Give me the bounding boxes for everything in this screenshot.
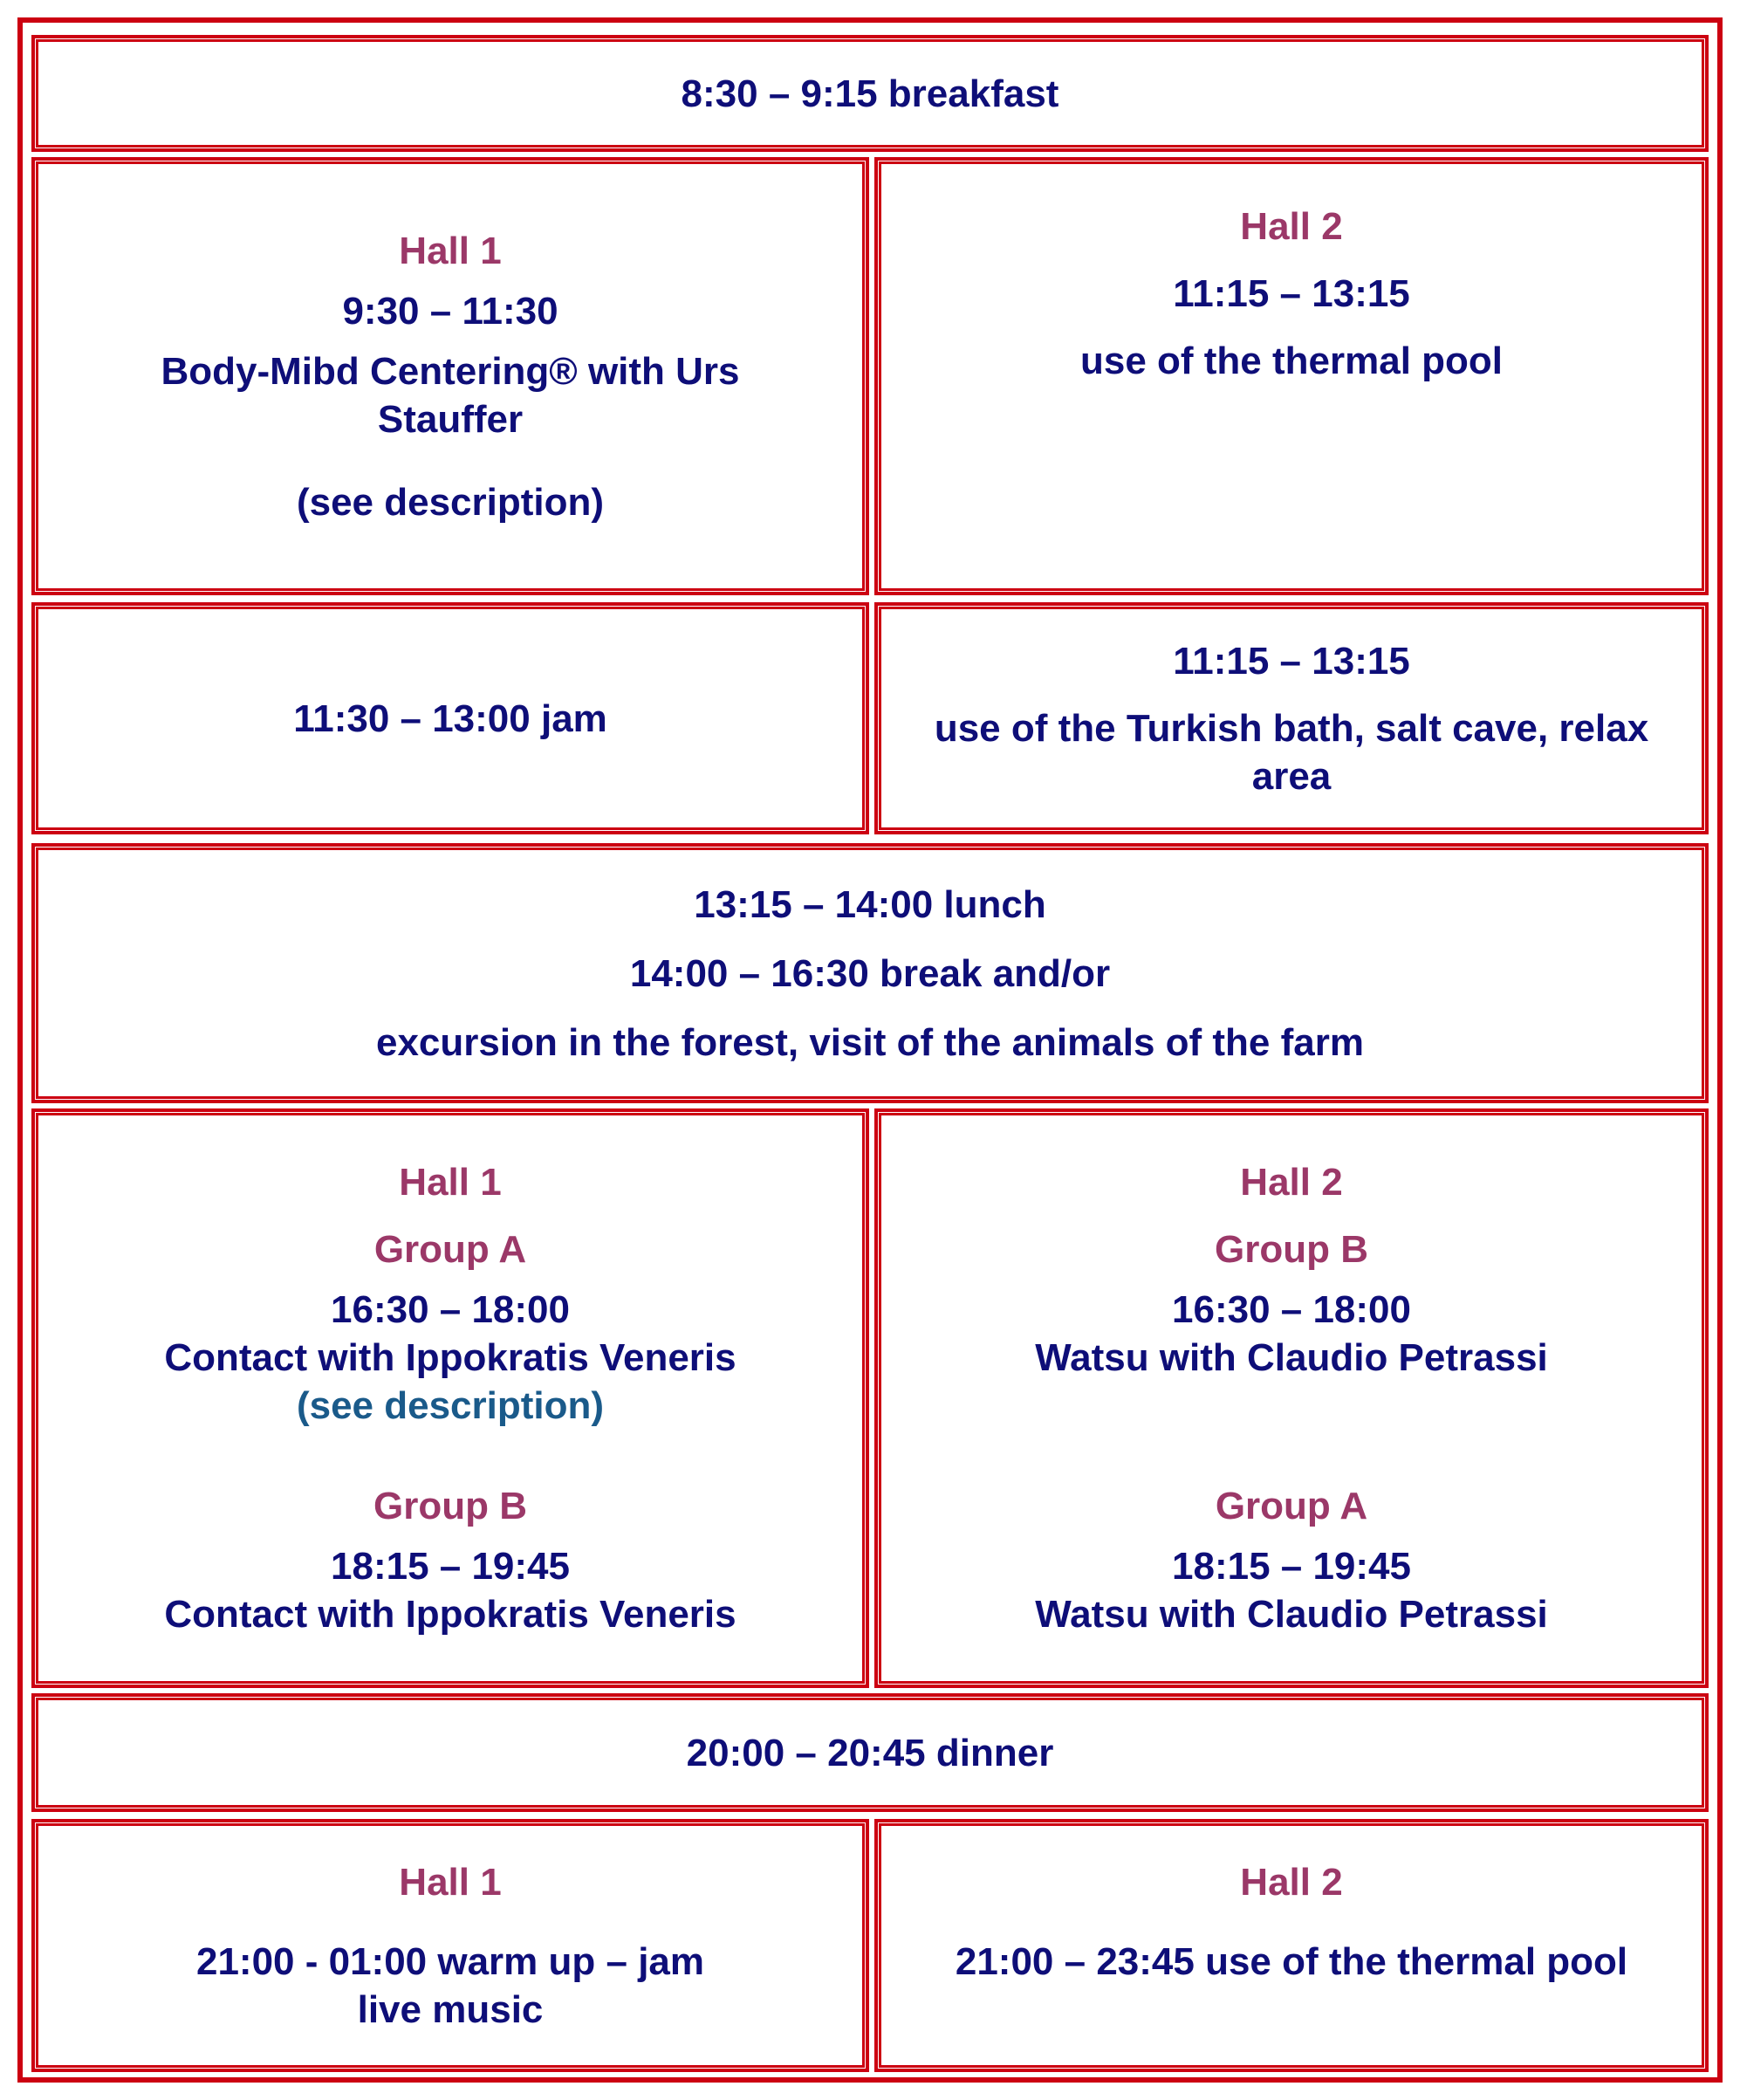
lunch-text: 13:15 – 14:00 lunch <box>694 882 1046 926</box>
evening-hall2-cell <box>874 1819 1709 2072</box>
morning-hall2-cell <box>874 157 1709 595</box>
dinner-text: 20:00 – 20:45 dinner <box>686 1731 1054 1774</box>
hall-label: Hall 1 <box>399 1860 502 1904</box>
session-activity: 21:00 – 23:45 use of the thermal pool <box>955 1939 1628 1983</box>
session-time: 11:15 – 13:15 <box>1173 272 1410 315</box>
session-activity: use of the Turkish bath, salt cave, relax area <box>934 706 1649 798</box>
session-activity: use of the thermal pool <box>1079 340 1504 382</box>
session-activity: Contact with Ippokratis Veneris <box>164 1593 736 1636</box>
session-time: 18:15 – 19:45 <box>1172 1545 1411 1588</box>
breakfast-text: 8:30 – 9:15 breakfast <box>681 72 1059 115</box>
session-time: 16:30 – 18:00 <box>331 1288 570 1331</box>
midday-cell <box>31 843 1709 1103</box>
hall-label: Hall 2 <box>1240 1161 1343 1204</box>
hall-label: Hall 2 <box>1240 205 1343 248</box>
hall-label: Hall 2 <box>1240 1860 1343 1904</box>
session-title: Body-Mibd Centering® with Urs Stauffer <box>161 349 740 441</box>
group-label: Group B <box>1215 1228 1368 1271</box>
afternoon-hall1-cell <box>31 1108 869 1688</box>
see-description-link[interactable]: (see description) <box>296 480 605 524</box>
afternoon-hall2-cell <box>874 1108 1709 1688</box>
group-label: Group A <box>373 1228 527 1271</box>
hall-label: Hall 1 <box>399 1161 502 1204</box>
jam-text: 11:30 – 13:00 jam <box>293 697 607 740</box>
break-text: 14:00 – 16:30 break and/or <box>629 951 1111 995</box>
session-time: 18:15 – 19:45 <box>331 1545 570 1588</box>
session-activity-extra: live music <box>357 1987 544 2031</box>
turkish-bath-cell <box>874 602 1709 834</box>
session-time: 9:30 – 11:30 <box>342 289 558 333</box>
group-label: Group A <box>1215 1485 1368 1527</box>
session-activity: Contact with Ippokratis Veneris <box>164 1336 736 1379</box>
session-time: 16:30 – 18:00 <box>1172 1288 1411 1331</box>
see-description-link[interactable]: (see description) <box>296 1384 605 1427</box>
excursion-text: excursion in the forest, visit of the animals of the farm <box>375 1020 1364 1064</box>
session-time: 11:15 – 13:15 <box>1173 639 1410 683</box>
session-activity: Watsu with Claudio Petrassi <box>1035 1593 1548 1636</box>
dinner-cell <box>31 1693 1709 1812</box>
jam-cell <box>31 602 869 834</box>
session-activity: Watsu with Claudio Petrassi <box>1035 1336 1548 1379</box>
hall-label: Hall 1 <box>399 229 502 272</box>
morning-hall1-cell <box>31 157 869 595</box>
session-activity: 21:00 - 01:00 warm up – jam <box>195 1939 705 1983</box>
breakfast-cell <box>31 35 1709 152</box>
group-label: Group B <box>373 1485 527 1527</box>
evening-hall1-cell <box>31 1819 869 2072</box>
